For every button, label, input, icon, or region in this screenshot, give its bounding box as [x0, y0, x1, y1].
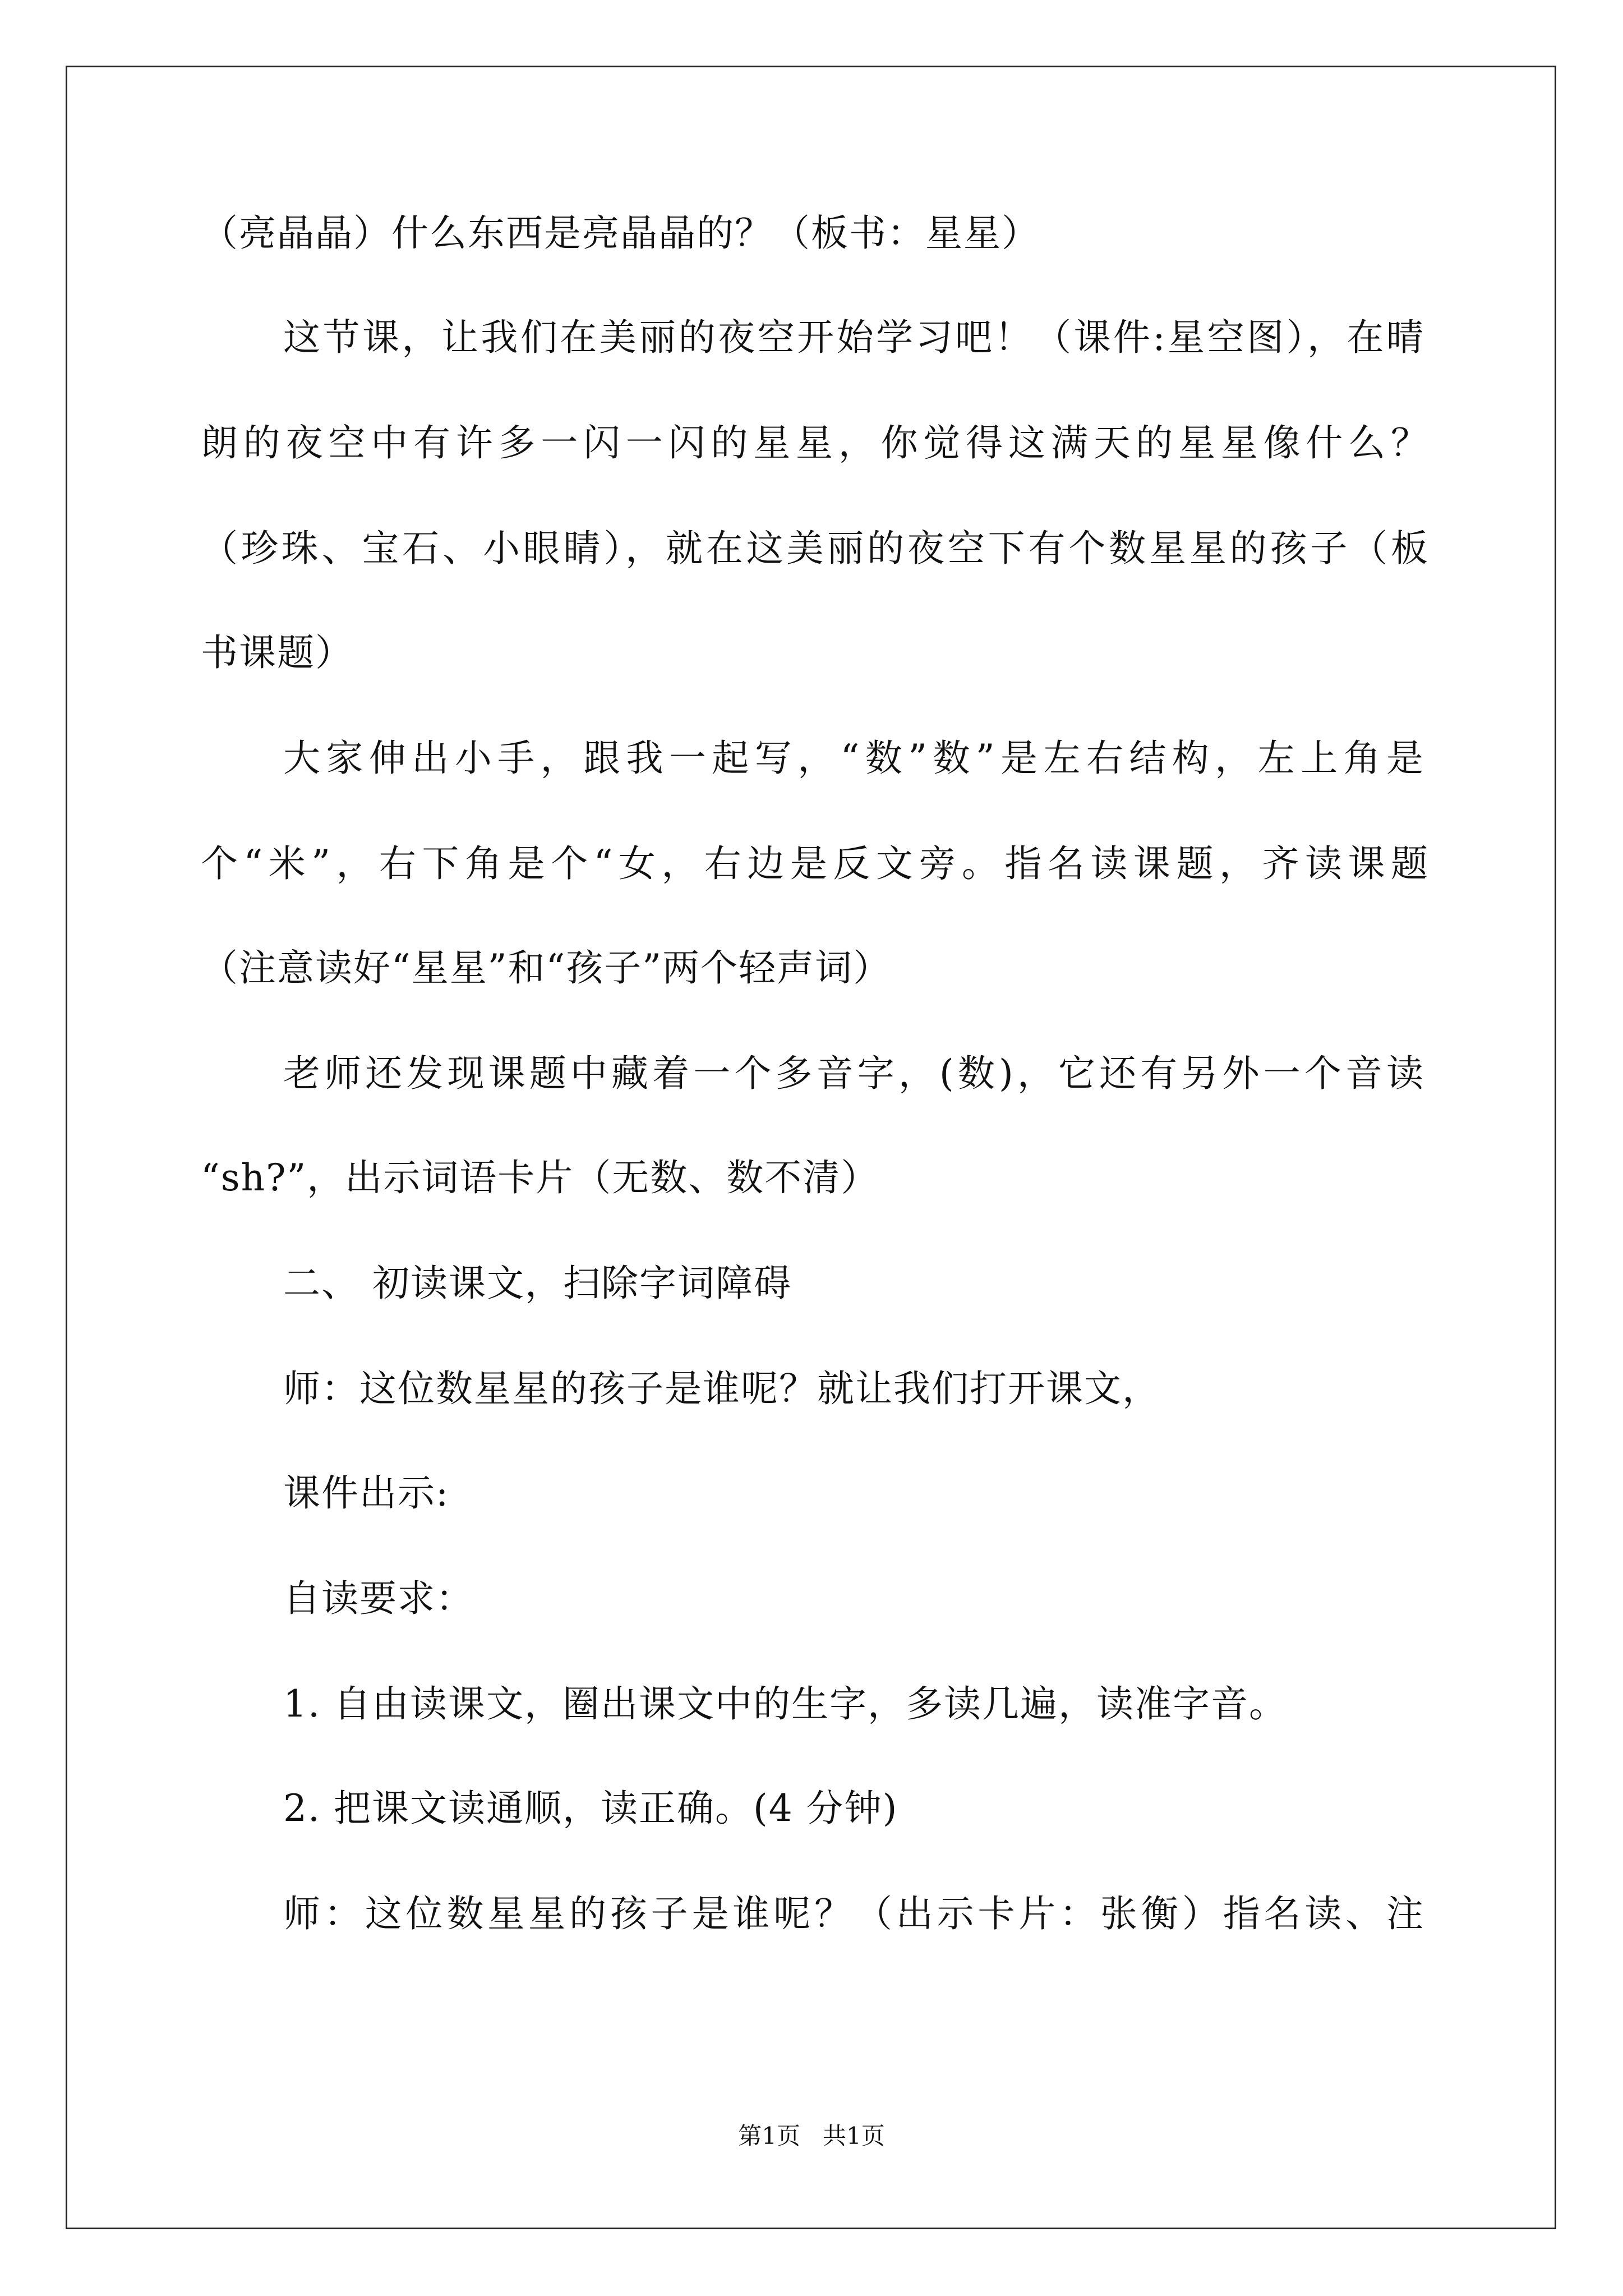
text-line-3: 朗的夜空中有许多一闪一闪的星星，你觉得这满天的星星像什么？	[201, 421, 1429, 464]
list-item-1: 1. 自由读课文，圈出课文中的生字，多读几遍，读准字音。	[283, 1682, 1287, 1726]
page-footer: 第1页 共1页	[738, 2122, 885, 2150]
text-line-14: 自读要求：	[283, 1577, 474, 1620]
text-line-1: （亮晶晶）什么东西是亮晶晶的？（板书：星星）	[201, 211, 1040, 255]
text-line-17: 师：这位数星星的孩子是谁呢？（出示卡片：张衡）指名读、注	[283, 1892, 1424, 1935]
text-line-5: 书课题）	[201, 631, 353, 674]
text-line-9: 老师还发现课题中藏着一个多音字，(数)，它还有另外一个音读	[283, 1052, 1424, 1095]
list-item-2: 2. 把课文读通顺，读正确。(4 分钟)	[283, 1787, 898, 1830]
text-line-13: 课件出示:	[283, 1471, 450, 1515]
text-line-4: （珍珠、宝石、小眼睛），就在这美丽的夜空下有个数星星的孩子（板	[201, 527, 1429, 570]
text-line-2: 这节课，让我们在美丽的夜空开始学习吧！（课件:星空图），在晴	[283, 316, 1424, 359]
text-line-7: 个“米”，右下角是个“女，右边是反文旁。指名读课题，齐读课题	[201, 842, 1429, 885]
text-line-10: “sh?”，出示词语卡片（无数、数不清）	[201, 1156, 879, 1199]
section-heading: 二、 初读课文，扫除字词障碍	[283, 1262, 792, 1305]
text-line-12: 师：这位数星星的孩子是谁呢？就让我们打开课文，	[283, 1367, 1160, 1410]
text-line-8: （注意读好“星星”和“孩子”两个轻声词）	[201, 946, 891, 990]
text-line-6: 大家伸出小手，跟我一起写，“数”数”是左右结构，左上角是	[283, 737, 1424, 780]
